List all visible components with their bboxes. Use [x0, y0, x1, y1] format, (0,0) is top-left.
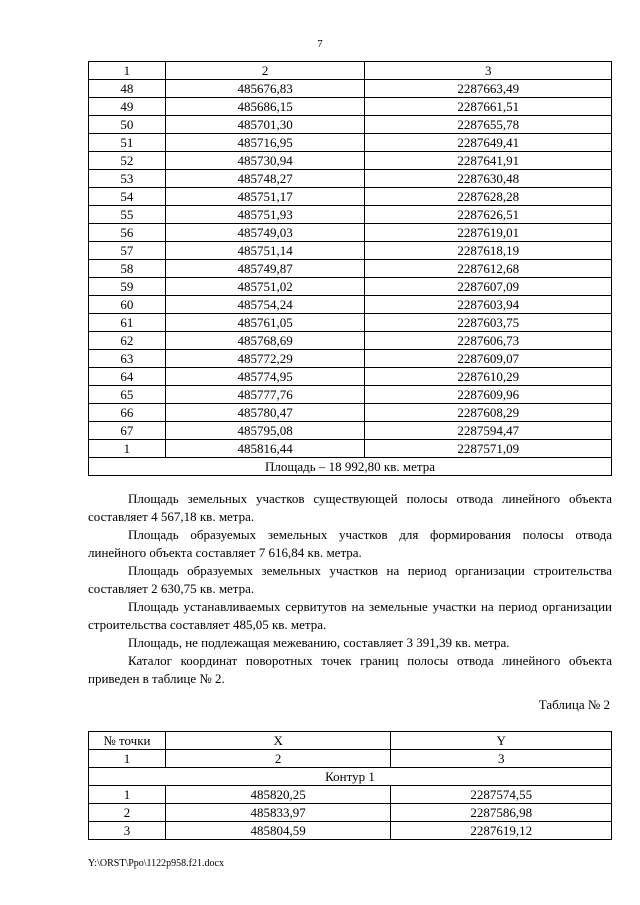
point-number-cell: 1	[89, 786, 166, 804]
point-number-cell: 1	[89, 440, 166, 458]
x-coordinate-cell: 485751,14	[165, 242, 365, 260]
table-row	[89, 804, 612, 822]
table-row	[89, 260, 612, 278]
x-coordinate-cell: 485751,93	[165, 206, 365, 224]
table-row	[89, 314, 612, 332]
area-total-cell: Площадь – 18 992,80 кв. метра	[89, 458, 612, 476]
point-number-cell: 48	[89, 80, 166, 98]
paragraph: Площадь образуемых земельных участков для формирования полосы отвода линейного объекта составляет 7 616,84 кв. метра.	[88, 527, 612, 560]
x-coordinate-cell: 485749,03	[165, 224, 365, 242]
header-cell: 3	[365, 62, 612, 80]
table-row	[89, 206, 612, 224]
column-number-cell: 1	[89, 750, 166, 768]
table-row	[89, 152, 612, 170]
y-coordinate-cell: 2287628,28	[365, 188, 612, 206]
table-row	[89, 188, 612, 206]
table-row	[89, 296, 612, 314]
x-coordinate-cell: 485816,44	[165, 440, 365, 458]
coordinates-table	[88, 61, 612, 476]
y-coordinate-cell: 2287609,96	[365, 386, 612, 404]
table-row	[89, 368, 612, 386]
x-coordinate-cell: 485780,47	[165, 404, 365, 422]
x-coordinate-cell: 485676,83	[165, 80, 365, 98]
table-row	[89, 116, 612, 134]
x-coordinate-cell: 485716,95	[165, 134, 365, 152]
table-row	[89, 786, 612, 804]
point-number-cell: 49	[89, 98, 166, 116]
point-number-cell: 53	[89, 170, 166, 188]
x-coordinate-cell: 485774,95	[165, 368, 365, 386]
x-coordinate-cell: 485795,08	[165, 422, 365, 440]
x-coordinate-cell: 485751,02	[165, 278, 365, 296]
table-row	[89, 332, 612, 350]
y-coordinate-cell: 2287603,75	[365, 314, 612, 332]
point-number-cell: 59	[89, 278, 166, 296]
y-coordinate-cell: 2287607,09	[365, 278, 612, 296]
header-cell: X	[165, 732, 391, 750]
table-row	[89, 278, 612, 296]
x-coordinate-cell: 485820,25	[165, 786, 391, 804]
point-number-cell: 60	[89, 296, 166, 314]
x-coordinate-cell: 485768,69	[165, 332, 365, 350]
y-coordinate-cell: 2287663,49	[365, 80, 612, 98]
table-row	[89, 350, 612, 368]
y-coordinate-cell: 2287610,29	[365, 368, 612, 386]
point-number-cell: 50	[89, 116, 166, 134]
point-number-cell: 52	[89, 152, 166, 170]
y-coordinate-cell: 2287619,12	[391, 822, 612, 840]
header-cell: № точки	[89, 732, 166, 750]
point-number-cell: 55	[89, 206, 166, 224]
table-caption: Таблица № 2	[538, 697, 610, 712]
x-coordinate-cell: 485833,97	[165, 804, 391, 822]
point-number-cell: 51	[89, 134, 166, 152]
paragraph: Площадь, не подлежащая межеванию, составляет 3 391,39 кв. метра.	[128, 635, 510, 650]
x-coordinate-cell: 485686,15	[165, 98, 365, 116]
point-number-cell: 63	[89, 350, 166, 368]
boundary-points-table-body	[89, 732, 612, 840]
x-coordinate-cell: 485751,17	[165, 188, 365, 206]
y-coordinate-cell: 2287574,55	[391, 786, 612, 804]
y-coordinate-cell: 2287571,09	[365, 440, 612, 458]
table-row	[89, 386, 612, 404]
table-row	[89, 134, 612, 152]
header-cell: Y	[391, 732, 612, 750]
contour-label: Контур 1	[89, 768, 612, 786]
y-coordinate-cell: 2287586,98	[391, 804, 612, 822]
y-coordinate-cell: 2287641,91	[365, 152, 612, 170]
y-coordinate-cell: 2287649,41	[365, 134, 612, 152]
paragraph: Площадь устанавливаемых сервитутов на земельные участки на период организации строительства составляет 485,05 кв. метра.	[88, 599, 612, 632]
y-coordinate-cell: 2287618,19	[365, 242, 612, 260]
y-coordinate-cell: 2287603,94	[365, 296, 612, 314]
point-number-cell: 66	[89, 404, 166, 422]
point-number-cell: 3	[89, 822, 166, 840]
x-coordinate-cell: 485749,87	[165, 260, 365, 278]
paragraph: Площадь земельных участков существующей полосы отвода линейного объекта составляет 4 567,18 кв. метра.	[88, 491, 612, 524]
paragraph: Каталог координат поворотных точек границ полосы отвода линейного объекта приведен в таблице № 2.	[88, 653, 612, 686]
point-number-cell: 54	[89, 188, 166, 206]
table-row	[89, 422, 612, 440]
contour-row	[89, 768, 612, 786]
header-cell: 1	[89, 62, 166, 80]
y-coordinate-cell: 2287594,47	[365, 422, 612, 440]
x-coordinate-cell: 485777,76	[165, 386, 365, 404]
column-number-cell: 3	[391, 750, 612, 768]
table-row	[89, 440, 612, 458]
header-cell: 2	[165, 62, 365, 80]
column-number-cell: 2	[165, 750, 391, 768]
point-number-cell: 61	[89, 314, 166, 332]
paragraph: Площадь образуемых земельных участков на период организации строительства составляет 2 630,75 кв. метра.	[88, 563, 612, 596]
y-coordinate-cell: 2287606,73	[365, 332, 612, 350]
boundary-points-table	[88, 731, 612, 840]
y-coordinate-cell: 2287609,07	[365, 350, 612, 368]
x-coordinate-cell: 485730,94	[165, 152, 365, 170]
area-row	[89, 458, 612, 476]
footer-file-path: Y:\ORST\Ppo\1122p958.f21.docx	[88, 858, 224, 869]
x-coordinate-cell: 485772,29	[165, 350, 365, 368]
x-coordinate-cell: 485754,24	[165, 296, 365, 314]
y-coordinate-cell: 2287608,29	[365, 404, 612, 422]
coordinates-table-body	[89, 62, 612, 476]
table-row	[89, 98, 612, 116]
x-coordinate-cell: 485804,59	[165, 822, 391, 840]
point-number-cell: 64	[89, 368, 166, 386]
point-number-cell: 2	[89, 804, 166, 822]
table-row	[89, 822, 612, 840]
y-coordinate-cell: 2287655,78	[365, 116, 612, 134]
table-header-row	[89, 62, 612, 80]
table-row	[89, 80, 612, 98]
x-coordinate-cell: 485701,30	[165, 116, 365, 134]
y-coordinate-cell: 2287612,68	[365, 260, 612, 278]
table-row	[89, 224, 612, 242]
point-number-cell: 65	[89, 386, 166, 404]
table-row	[89, 404, 612, 422]
point-number-cell: 67	[89, 422, 166, 440]
body-text	[88, 490, 612, 688]
y-coordinate-cell: 2287630,48	[365, 170, 612, 188]
column-number-row	[89, 750, 612, 768]
point-number-cell: 57	[89, 242, 166, 260]
point-number-cell: 58	[89, 260, 166, 278]
y-coordinate-cell: 2287619,01	[365, 224, 612, 242]
table-row	[89, 170, 612, 188]
x-coordinate-cell: 485748,27	[165, 170, 365, 188]
point-number-cell: 62	[89, 332, 166, 350]
y-coordinate-cell: 2287626,51	[365, 206, 612, 224]
y-coordinate-cell: 2287661,51	[365, 98, 612, 116]
x-coordinate-cell: 485761,05	[165, 314, 365, 332]
point-number-cell: 56	[89, 224, 166, 242]
table-header-row	[89, 732, 612, 750]
table-row	[89, 242, 612, 260]
page-number: 7	[317, 38, 323, 50]
